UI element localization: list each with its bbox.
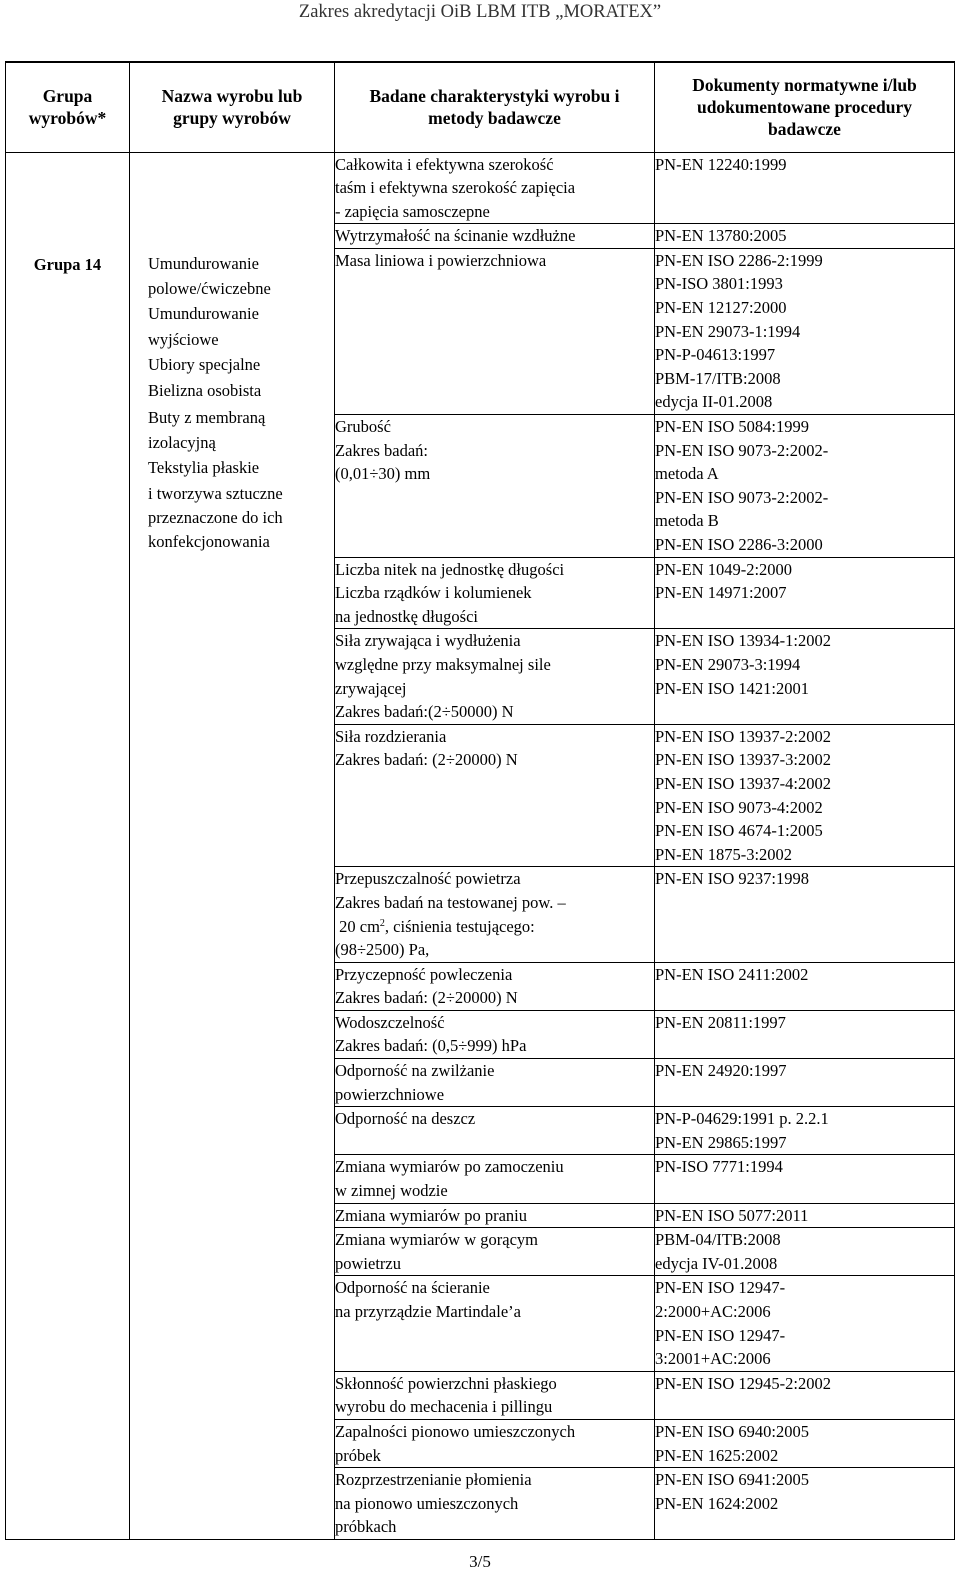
product-line: Umundurowanie (148, 253, 259, 273)
characteristic-cell: Całkowita i efektywna szerokość taśm i efektywna szerokość zapięcia - zapięcia samosczepne (335, 152, 655, 224)
product-line: konfekcjonowania (148, 531, 270, 551)
document-cell: PN-EN 12240:1999 (655, 152, 955, 224)
product-line: Bielizna osobista (148, 381, 262, 400)
document-cell: PN-EN ISO 2411:2002 (655, 962, 955, 1010)
product-line: Ubiory specjalne (148, 354, 261, 374)
document-cell: PN-EN 13780:2005 (655, 224, 955, 249)
product-line: przeznaczone do ich (148, 507, 283, 527)
characteristic-cell: Wodoszczelność Zakres badań: (0,5÷999) hPa (335, 1010, 655, 1058)
document-cell: PN-EN ISO 12945-2:2002 (655, 1371, 955, 1419)
document-cell: PN-EN 24920:1997 (655, 1059, 955, 1107)
document-cell: PN-EN ISO 13937-2:2002 PN-EN ISO 13937-3:2002 PN-EN ISO 13937-4:2002 PN-EN ISO 9073-4:2002 PN-EN ISO 4674-1:2005 PN-EN 1875-3:2002 (655, 724, 955, 867)
document-cell: PN-ISO 7771:1994 (655, 1155, 955, 1203)
characteristic-cell: Zmiana wymiarów w gorącym powietrzu (335, 1228, 655, 1276)
document-cell: PN-EN ISO 2286-2:1999 PN-ISO 3801:1993 PN-EN 12127:2000 PN-EN 29073-1:1994 PN-P-04613:1997 PBM-17/ITB:2008 edycja II-01.2008 (655, 248, 955, 414)
characteristic-cell: Zmiana wymiarów po zamoczeniu w zimnej wodzie (335, 1155, 655, 1203)
characteristic-cell: Siła rozdzierania Zakres badań: (2÷20000) N (335, 724, 655, 867)
characteristic-cell: Grubość Zakres badań: (0,01÷30) mm (335, 415, 655, 558)
product-line: wyjściowe (148, 329, 219, 349)
characteristic-cell: Siła zrywająca i wydłużenia względne przy maksymalnej sile zrywającej Zakres badań:(2÷50000) N (335, 629, 655, 724)
characteristic-cell: Przepuszczalność powietrza Zakres badań na testowanej pow. – 20 $cm^2$, ciśnienia testującego: (98÷2500) Pa, (335, 867, 655, 962)
characteristic-cell: Odporność na ścieranie na przyrządzie Martindale’a (335, 1276, 655, 1371)
characteristic-cell: Zmiana wymiarów po praniu (335, 1203, 655, 1228)
characteristic-cell: Przyczepność powleczenia Zakres badań: (2÷20000) N (335, 962, 655, 1010)
document-cell: PN-EN ISO 12947- 2:2000+AC:2006 PN-EN ISO 12947- 3:2001+AC:2006 (655, 1276, 955, 1371)
header-characteristics: Badane charakterystyki wyrobu i metody badawcze (335, 62, 655, 152)
product-line: i tworzywa sztuczne (148, 483, 283, 503)
document-cell: PN-EN 1049-2:2000 PN-EN 14971:2007 (655, 557, 955, 629)
characteristic-cell: Zapalności pionowo umieszczonych próbek (335, 1419, 655, 1467)
characteristic-cell: Masa liniowa i powierzchniowa (335, 248, 655, 414)
header-group: Grupa wyrobów* (6, 62, 130, 152)
product-line: Umundurowanie (148, 304, 259, 323)
document-cell: PN-EN ISO 5084:1999 PN-EN ISO 9073-2:2002- metoda A PN-EN ISO 9073-2:2002- metoda B PN-EN ISO 2286-3:2000 (655, 415, 955, 558)
product-line: Tekstylia płaskie (148, 458, 260, 477)
product-cell (130, 152, 335, 1539)
header-product: Nazwa wyrobu lub grupy wyrobów (130, 62, 335, 152)
characteristic-cell: Rozprzestrzenianie płomienia na pionowo umieszczonych próbkach (335, 1468, 655, 1540)
product-line: polowe/ćwiczebne (148, 279, 271, 298)
characteristic-cell: Odporność na zwilżanie powierzchniowe (335, 1059, 655, 1107)
document-cell: PN-EN ISO 13934-1:2002 PN-EN 29073-3:1994 PN-EN ISO 1421:2001 (655, 629, 955, 724)
characteristic-cell: Skłonność powierzchni płaskiego wyrobu do mechacenia i pillingu (335, 1371, 655, 1419)
document-header: Zakres akredytacji OiB LBM ITB „MORATEX” (298, 2, 662, 22)
document-cell: PN-EN ISO 6940:2005 PN-EN 1625:2002 (655, 1419, 955, 1467)
document-cell: PN-EN ISO 6941:2005 PN-EN 1624:2002 (655, 1468, 955, 1540)
document-cell: PN-EN ISO 5077:2011 (655, 1203, 955, 1228)
header-documents: Dokumenty normatywne i/lub udokumentowane procedury badawcze (655, 62, 955, 152)
group-cell: Grupa 14 (6, 152, 130, 1539)
page-number: 3/5 (469, 1552, 491, 1571)
characteristic-cell: Wytrzymałość na ścinanie wzdłużne (335, 224, 655, 249)
table-header-row (6, 62, 955, 152)
characteristic-cell: Odporność na deszcz (335, 1107, 655, 1155)
product-line: izolacyjną (148, 433, 216, 452)
document-cell: PN-EN ISO 9237:1998 (655, 867, 955, 962)
accreditation-table (5, 61, 955, 1540)
document-cell: PN-P-04629:1991 p. 2.2.1 PN-EN 29865:1997 (655, 1107, 955, 1155)
product-line: Buty z membraną (148, 407, 266, 427)
characteristic-cell: Liczba nitek na jednostkę długości Liczba rządków i kolumienek na jednostkę długości (335, 557, 655, 629)
document-cell: PN-EN 20811:1997 (655, 1010, 955, 1058)
document-cell: PBM-04/ITB:2008 edycja IV-01.2008 (655, 1228, 955, 1276)
